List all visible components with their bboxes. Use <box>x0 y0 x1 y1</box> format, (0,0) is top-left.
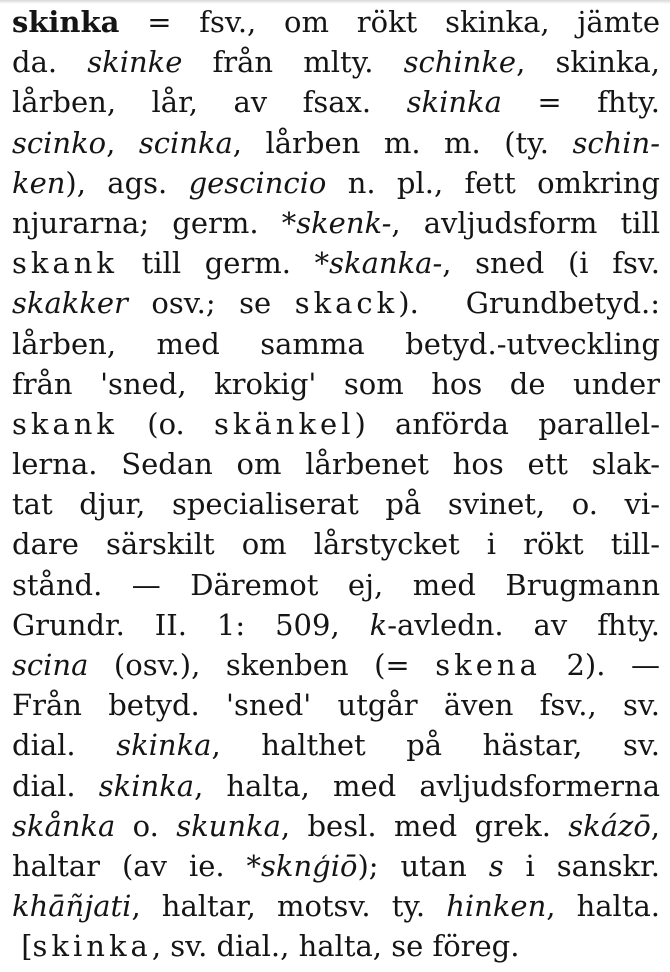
text-line <box>12 766 660 806</box>
italic-term: schinke <box>403 45 517 80</box>
text-segment: , skinka, <box>516 45 660 80</box>
text-line <box>12 404 660 444</box>
text-segment: ), ags. <box>65 165 189 200</box>
text-line <box>12 364 660 404</box>
italic-term: skinka <box>406 85 502 120</box>
text-segment: lårben, med samma betyd.-utveckling <box>12 326 660 361</box>
italic-term: hinken <box>446 889 547 924</box>
text-segment: , haltar, motsv. ty. <box>131 889 447 924</box>
text-segment: Från betyd. 'sned' utgår även fsv., sv. <box>12 688 660 723</box>
spaced-term: skena <box>435 648 541 682</box>
text-segment: lerna. Sedan om lårbenet hos ett slak- <box>12 447 660 482</box>
text-segment: från 'sned, krokig' som hos de under <box>12 366 660 401</box>
text-line <box>12 444 660 484</box>
text-line <box>12 524 660 564</box>
text-line <box>12 806 660 846</box>
spaced-term: skack <box>294 286 399 321</box>
text-line <box>12 565 660 605</box>
text-segment: = fhty. <box>501 85 660 120</box>
text-line <box>12 123 660 163</box>
text-segment: haltar (av ie. * <box>12 848 262 883</box>
text-segment: , <box>106 125 139 160</box>
text-segment: , halthet på hästar, sv. <box>211 728 660 763</box>
text-segment: , sv. dial., halta, se föreg. <box>151 929 520 964</box>
italic-term: skinke <box>87 45 183 80</box>
text-segment: stånd. — Däremot ej, med Brugmann <box>12 567 660 602</box>
italic-term: skanka- <box>329 246 443 281</box>
italic-term: skunka <box>176 808 281 843</box>
text-segment: 2). — <box>540 648 660 682</box>
italic-term: skinka <box>98 768 195 803</box>
text-line <box>12 2 660 42</box>
text-segment: , halta. <box>546 889 660 924</box>
text-line <box>12 324 660 364</box>
text-segment: da. <box>12 45 88 80</box>
text-segment: , lårben m. m. (ty. <box>232 125 573 160</box>
italic-term: scinko <box>12 125 107 160</box>
text-line <box>12 886 660 926</box>
text-segment: [ <box>12 929 33 964</box>
italic-term: skakker <box>12 286 128 321</box>
text-segment: lårben, lår, av fsax. <box>12 85 407 120</box>
text-segment: , avljudsform till <box>391 205 660 240</box>
text-segment: i sanskr. <box>503 848 660 883</box>
text-line <box>12 725 660 765</box>
italic-term: sknģiō <box>261 848 358 883</box>
text-line <box>12 42 660 82</box>
italic-term: skånka <box>12 808 116 843</box>
italic-term: k <box>369 607 388 642</box>
italic-term: skinka <box>116 728 212 763</box>
text-segment: tat djur, specialiserat på svinet, o. vi- <box>12 487 660 522</box>
text-segment: ) anförda parallel- <box>354 406 660 441</box>
text-segment: njurarna; germ. * <box>12 205 297 240</box>
spaced-term: skank <box>12 246 118 281</box>
text-line <box>12 846 660 886</box>
text-segment: från mlty. <box>182 45 404 80</box>
text-line <box>12 926 660 966</box>
text-line <box>12 484 660 524</box>
text-segment: till germ. * <box>118 246 330 281</box>
italic-term: schin- <box>572 125 661 160</box>
text-segment: ); utan <box>357 848 489 883</box>
spaced-term: skänkel <box>214 406 355 441</box>
text-segment: dial. <box>12 728 117 763</box>
text-segment: o. <box>115 808 177 843</box>
text-segment: , <box>650 808 660 843</box>
italic-term: skázō <box>568 808 651 843</box>
text-segment: (osv.), skenben (= <box>88 648 436 682</box>
spaced-term: skinka <box>32 929 152 964</box>
text-segment: n. pl., fett omkring <box>326 165 660 200</box>
text-line <box>12 163 660 203</box>
italic-term: scina <box>12 648 89 682</box>
italic-term: khāñjati <box>12 889 132 924</box>
headword: skinka <box>12 5 120 39</box>
italic-term: ken <box>12 165 66 200</box>
text-line <box>12 203 660 243</box>
text-segment: ). Grundbetyd.: <box>398 286 661 321</box>
dictionary-entry <box>12 2 660 967</box>
text-line <box>12 243 660 283</box>
text-line <box>12 685 660 725</box>
italic-term: gescincio <box>188 165 327 200</box>
text-line <box>12 645 660 685</box>
text-segment: , sned (i fsv. <box>442 246 660 281</box>
text-segment: (o. <box>118 406 215 441</box>
text-segment: dare särskilt om lårstycket i rökt till- <box>12 527 660 562</box>
text-line <box>12 82 660 122</box>
text-line <box>12 605 660 645</box>
text-line <box>12 283 660 323</box>
entry-text-block <box>12 2 660 967</box>
text-segment: dial. <box>12 768 99 803</box>
text-segment: = fsv., om rökt skinka, jämte <box>119 5 660 39</box>
text-segment: , halta, med avljudsformerna <box>194 768 660 803</box>
spaced-term: skank <box>12 406 118 441</box>
text-segment: Grundr. II. 1: 509, <box>12 607 370 642</box>
text-segment: , besl. med grek. <box>280 808 569 843</box>
italic-term: skenk- <box>296 205 392 240</box>
italic-term: scinka <box>138 125 233 160</box>
text-segment: -avledn. av fhty. <box>387 607 661 642</box>
italic-term: s <box>488 848 504 883</box>
text-segment: osv.; se <box>127 286 295 321</box>
